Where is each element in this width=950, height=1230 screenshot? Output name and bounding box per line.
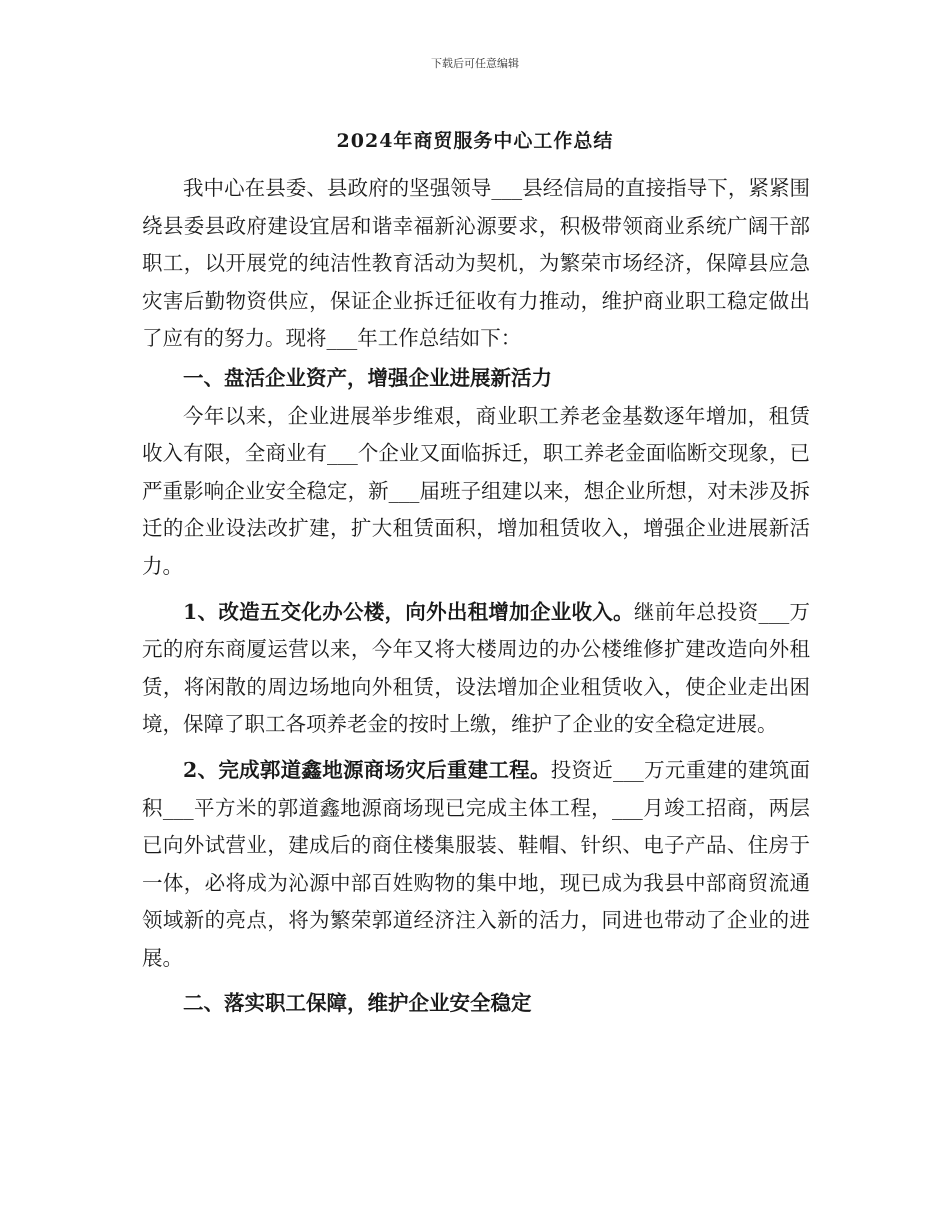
header-note: 下载后可任意编辑: [431, 57, 519, 70]
intro-paragraph: 我中心在县委、县政府的坚强领导___县经信局的直接指导下，紧紧围绕县委县政府建设宜居和谐幸福新沁源要求，积极带领商业系统广阔干部职工，以开展党的纯洁性教育活动为契机，为繁荣市场经济，保障县应急灾害后勤物资供应，保证企业拆迁征收有力推动，维护商业职工稳定做出了应有的努力。现将___年工作总结如下：: [142, 176, 810, 351]
item2-paragraph: [142, 752, 810, 978]
item1-lead: 1、改造五交化办公楼，向外出租增加企业收入。: [183, 599, 634, 624]
item1-body: 继前年总投资___万元的府东商厦运营以来，今年又将大楼周边的办公楼维修扩建改造向外租赁，将闲散的周边场地向外租赁，设法增加企业租赁收入，使企业走出困境，保障了职工各项养老金的按时上缴，维护了企业的安全稳定进展。: [142, 599, 811, 737]
item1-paragraph: [142, 594, 810, 744]
item2-lead: 2、完成郭道鑫地源商场灾后重建工程。: [183, 757, 551, 782]
section1-paragraph: 今年以来，企业进展举步维艰，商业职工养老金基数逐年增加，租赁收入有限，全商业有___个企业又面临拆迁，职工养老金面临断交现象，已严重影响企业安全稳定，新___届班子组建以来，想企业所想，对未涉及拆迁的企业设法改扩建，扩大租赁面积，增加租赁收入，增强企业进展新活力。: [142, 403, 810, 578]
item2-body: 投资近___万元重建的建筑面积___平方米的郭道鑫地源商场现已完成主体工程，___月竣工招商，两层已向外试营业，建成后的商住楼集服装、鞋帽、针织、电子产品、住房于一体，必将成为沁源中部百姓购物的集中地，现已成为我县中部商贸流通领域新的亮点，将为繁荣郭道经济注入新的活力，同进也带动了企业的进展。: [142, 757, 810, 970]
section1-heading: 一、盘活企业资产，增强企业进展新活力: [183, 365, 552, 390]
document-title: 2024年商贸服务中心工作总结: [336, 130, 614, 152]
document-body: [142, 170, 810, 1023]
section2-heading: 二、落实职工保障，维护企业安全稳定: [183, 991, 532, 1016]
